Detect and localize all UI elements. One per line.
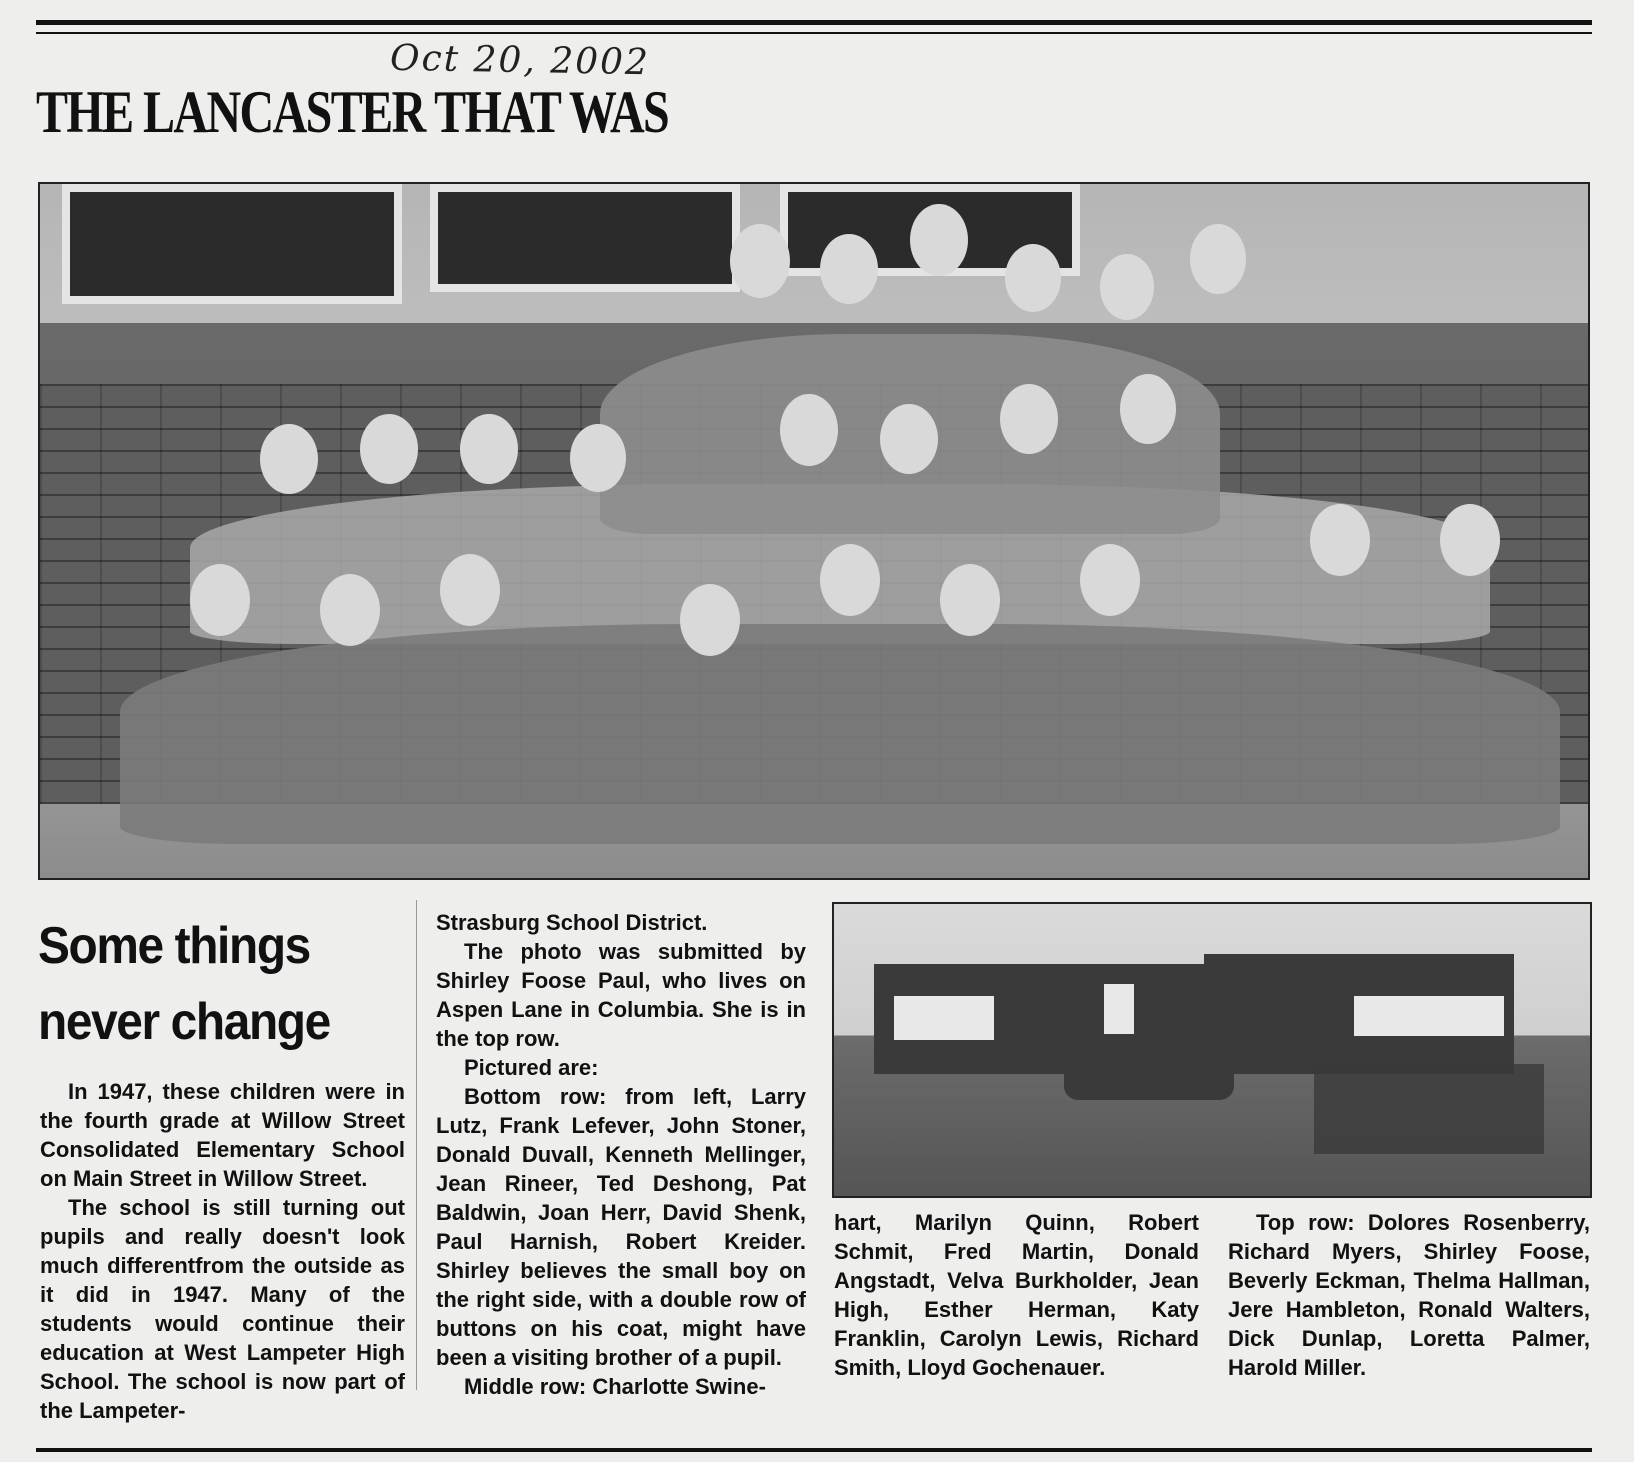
child-head — [1120, 374, 1176, 444]
paragraph: Strasburg School District. — [436, 910, 708, 935]
paragraph: Middle row: Charlotte Swine- — [464, 1374, 766, 1399]
school-window — [62, 184, 402, 304]
child-head — [260, 424, 318, 494]
child-head — [460, 414, 518, 484]
top-rule — [36, 20, 1592, 25]
child-head — [440, 554, 500, 626]
paragraph: Pictured are: — [464, 1055, 599, 1080]
child-head — [360, 414, 418, 484]
article-headline: Some things never change — [38, 917, 330, 1051]
child-head — [680, 584, 740, 656]
child-figure — [120, 624, 1560, 844]
child-head — [190, 564, 250, 636]
child-head — [1000, 384, 1058, 454]
parked-car — [1064, 1060, 1234, 1100]
child-head — [570, 424, 626, 492]
school-window — [430, 184, 740, 292]
masthead-title: THE LANCASTER THAT WAS — [36, 79, 669, 145]
child-head — [1080, 544, 1140, 616]
child-head — [880, 404, 938, 474]
column-divider — [416, 900, 417, 1390]
child-head — [820, 544, 880, 616]
paragraph: hart, Marilyn Quinn, Robert Schmit, Fred Martin, Donald Angstadt, Velva Burkholder, Jean High, Esther Herman, Katy Franklin, Carolyn Lewis, Richard Smith, Lloyd Gochenauer. — [834, 1210, 1199, 1380]
handwritten-date: Oct 20, 2002 — [389, 37, 651, 84]
child-head — [780, 394, 838, 466]
child-head — [1440, 504, 1500, 576]
bottom-rule — [36, 1448, 1592, 1452]
paragraph: Top row: Dolores Rosenberry, Richard Myers, Shirley Foose, Beverly Eckman, Thelma Hallman, Jere Hambleton, Ronald Walters, Dick Dunlap, Loretta Palmer, Harold Miller. — [1228, 1210, 1590, 1380]
top-rule-thin — [36, 32, 1592, 34]
school-building-photo — [832, 902, 1592, 1198]
column-2 — [436, 908, 806, 1401]
child-head — [820, 234, 878, 304]
child-head — [320, 574, 380, 646]
child-head — [1100, 254, 1154, 320]
paragraph: The school is still turning out pupils and really doesn't look much differentfrom the outside as it did in 1947. Many of the students would continue their education at West Lampeter High School. The school is now part of the Lampeter- — [40, 1195, 405, 1423]
children-group — [1314, 1064, 1544, 1154]
class-photo — [38, 182, 1590, 880]
paragraph: In 1947, these children were in the fourth grade at Willow Street Consolidated Elementary School on Main Street in Willow Street. — [40, 1079, 405, 1191]
child-head — [910, 204, 968, 276]
building-window — [1354, 996, 1504, 1036]
column-3 — [834, 1208, 1199, 1382]
child-head — [1005, 244, 1061, 312]
paragraph: Bottom row: from left, Larry Lutz, Frank Lefever, John Stoner, Donald Duvall, Kenneth Mellinger, Jean Rineer, Ted Deshong, Pat Baldwin, Joan Herr, David Shenk, Paul Harnish, Robert Kreider. Shirley believes the small boy on the right side, with a double row of buttons on his coat, might have been a visiting brother of a pupil. — [436, 1084, 806, 1370]
paragraph: The photo was submitted by Shirley Foose Paul, who lives on Aspen Lane in Columbia. She is in the top row. — [436, 939, 806, 1051]
column-4 — [1228, 1208, 1590, 1382]
child-head — [1310, 504, 1370, 576]
building-window — [894, 996, 994, 1040]
child-head — [1190, 224, 1246, 294]
child-head — [940, 564, 1000, 636]
column-1 — [40, 1077, 405, 1425]
building-window — [1104, 984, 1134, 1034]
child-head — [730, 224, 790, 298]
